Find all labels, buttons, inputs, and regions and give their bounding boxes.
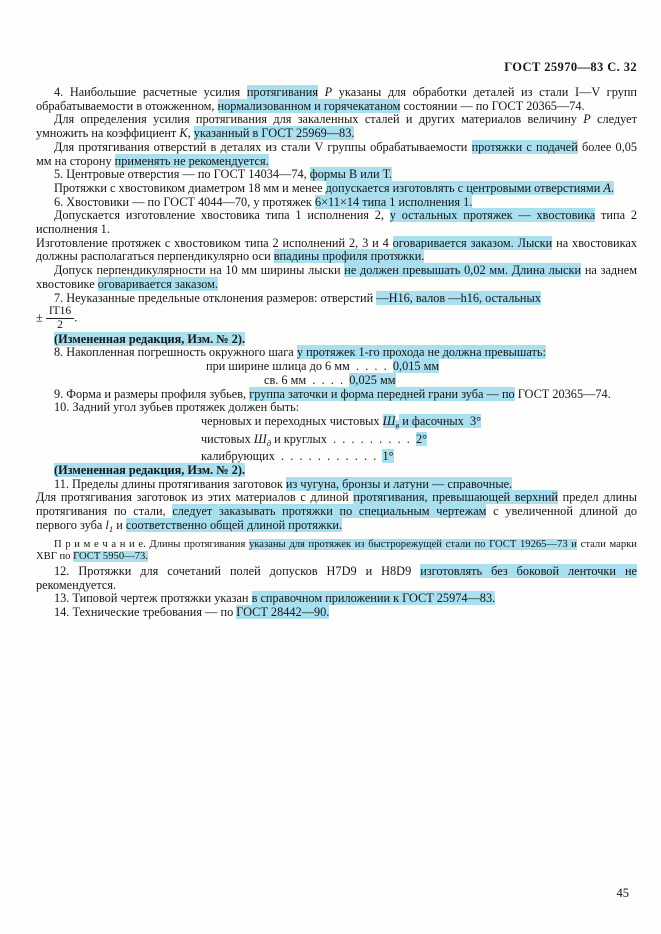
text-segment: с увеличенной длиной до первого зуба: [36, 504, 638, 532]
text-segment: Допуск перпендикулярности на 10 мм ширины лыски: [54, 263, 345, 278]
text-segment: ±: [36, 310, 46, 325]
paragraph: [36, 592, 637, 606]
text-segment: 7. Неуказанные предельные отклонения размеров: отверстий: [54, 290, 377, 305]
text-segment: указаны для обработки деталей из стали I—V групп обрабатываемости в отожженном,: [36, 85, 638, 113]
text-segment: 6. Хвостовики — по ГОСТ 4044—70, у протяжек: [54, 194, 315, 209]
highlighted-text: применять не рекомендуется.: [114, 153, 269, 168]
paragraph: [36, 333, 637, 347]
text-segment: l: [105, 517, 109, 532]
highlighted-text: протяжки с подачей: [471, 139, 578, 154]
paragraph: [36, 141, 637, 168]
highlighted-text: в: [395, 419, 400, 430]
highlighted-text: протягивания: [246, 85, 318, 99]
text-segment: предел длины протягивания по стали,: [36, 490, 638, 519]
document-content: [36, 86, 637, 620]
text-segment: 13. Типовой чертеж протяжки указан: [54, 591, 252, 606]
paragraph: [36, 196, 637, 210]
paragraph: [36, 464, 637, 478]
page-header: ГОСТ 25970—83 С. 32: [504, 60, 637, 74]
text-segment: [318, 85, 325, 99]
document-line: [36, 450, 637, 464]
paragraph: [36, 237, 637, 264]
highlighted-text: 0,015 мм: [392, 359, 440, 374]
text-segment: на хвостовиках должны располагаться перпендикулярно оси: [36, 235, 637, 264]
highlighted-text: у протяжек 1-го прохода не должна превышать:: [296, 345, 546, 360]
paragraph: [36, 292, 637, 306]
text-segment: П р и м е ч а н и е. Длины протягивания: [54, 538, 249, 550]
text-segment: рекомендуется.: [36, 577, 117, 592]
text-segment: д: [266, 437, 272, 448]
highlighted-text: у остальных протяжек — хвостовика: [389, 208, 596, 223]
highlighted-text: 6×11×14 типа 1 исполнения 1.: [314, 194, 473, 209]
text-segment: К: [179, 126, 188, 141]
text-segment: чистовых: [201, 431, 254, 446]
highlighted-text: оговаривается заказом. Лыски: [392, 235, 553, 250]
highlighted-text: Ш: [382, 413, 396, 428]
highlighted-text: соответственно общей длиной протяжки.: [125, 517, 343, 532]
highlighted-text: группа заточки и форма передней грани зуба — по: [249, 386, 515, 401]
text-segment: 8. Накопленная погрешность окружного шага: [54, 345, 297, 360]
text-segment: и круглых . . . . . . . . .: [271, 431, 417, 446]
highlighted-text: .: [610, 180, 614, 195]
paragraph: [36, 182, 637, 196]
text-segment: Протяжки с хвостовиком диаметром 18 мм и менее: [54, 180, 326, 195]
document-line: [36, 305, 637, 332]
text-segment: черновых и переходных чистовых: [201, 413, 383, 428]
highlighted-text: протягивания, превышающей верхний: [353, 490, 559, 505]
page-number: 45: [616, 886, 629, 900]
document-line: [36, 433, 637, 451]
text-segment: 9. Форма и размеры профиля зубьев,: [54, 386, 250, 401]
highlighted-text: ГОСТ 5950—73.: [73, 550, 148, 562]
highlighted-text: (Измененная редакция, Изм. № 2).: [54, 331, 246, 346]
document-line: [36, 374, 637, 388]
text-segment: при ширине шлица до 6 мм . . . .: [206, 359, 393, 374]
paragraph: [36, 264, 637, 291]
paragraph: [36, 388, 637, 402]
text-segment: ,: [187, 126, 194, 141]
highlighted-text: изготовлять без боковой ленточки не: [420, 563, 637, 578]
text-segment: более 0,05 мм на сторону: [36, 139, 638, 168]
highlighted-text: 0,025 мм: [349, 372, 396, 387]
highlighted-text: —H16, валов —h16, остальных: [376, 290, 541, 305]
highlighted-text: (Измененная редакция, Изм. № 2).: [54, 463, 246, 478]
text-segment: 5. Центровые отверстия — по ГОСТ 14034—74,: [54, 167, 310, 182]
text-segment: св. 6 мм . . . .: [264, 372, 350, 387]
paragraph: [36, 491, 637, 536]
document-line: [36, 415, 637, 433]
highlighted-text: 3°: [469, 413, 482, 428]
highlighted-text: не должен превышать 0,02 мм. Длина лыски: [344, 263, 582, 278]
text-segment: стали марки ХВГ по: [36, 538, 637, 562]
text-segment: Р: [583, 112, 591, 127]
paragraph: [36, 539, 637, 563]
text-segment: 4. Наибольшие расчетные усилия: [54, 85, 247, 99]
highlighted-text: А: [603, 180, 611, 195]
highlighted-text: в справочном приложении к ГОСТ 25974—83.: [251, 591, 496, 606]
highlighted-text: из чугуна, бронзы и латуни — справочные.: [285, 476, 513, 491]
fraction: $\frac{IT16}{2}$: [46, 305, 74, 332]
text-segment: Для протягивания отверстий в деталях из стали V группы обрабатываемости: [54, 139, 472, 154]
paragraph: [36, 86, 637, 113]
paragraph: [36, 401, 637, 415]
text-segment: Ш: [253, 431, 267, 446]
paragraph: [36, 606, 637, 620]
highlighted-text: формы В или Т.: [309, 167, 392, 182]
text-segment: калибрующих . . . . . . . . . . .: [201, 449, 383, 464]
highlighted-text: допускается изготовлять с центровыми отверстиями: [325, 180, 604, 195]
text-segment: и: [113, 517, 126, 532]
highlighted-text: 2°: [416, 431, 428, 446]
highlighted-text: впадины профиля протяжки.: [273, 249, 425, 264]
text-segment: Для определения усилия протягивания для закаленных сталей и других материалов величину: [54, 112, 584, 127]
paragraph: [36, 565, 637, 592]
paragraph: [36, 168, 637, 182]
highlighted-text: указаны для протяжек из быстрорежущей стали по ГОСТ 19265—73 и: [249, 538, 577, 550]
paragraph: [36, 113, 637, 140]
text-segment: 12. Протяжки для сочетаний полей допусков H7D9 и H8D9: [54, 563, 421, 578]
highlighted-text: 1°: [382, 449, 394, 464]
text-segment: Для протягивания заготовок из этих материалов с длиной: [36, 490, 354, 505]
text-segment: состоянии — по ГОСТ 20365—74.: [400, 98, 585, 113]
text-segment: типа 2 исполнения 1.: [36, 208, 637, 237]
paragraph: [36, 346, 637, 360]
text-segment: 1: [108, 523, 114, 534]
text-segment: на заднем хвостовике: [36, 263, 637, 291]
text-segment: Допускается изготовление хвостовика типа 1 исполнения 2,: [54, 208, 390, 223]
text-segment: .: [74, 310, 78, 325]
document-line: [36, 360, 637, 374]
highlighted-text: оговаривается заказом.: [97, 276, 218, 291]
paragraph: [36, 478, 637, 492]
paragraph: [36, 209, 637, 236]
highlighted-text: указанный в ГОСТ 25969—83.: [193, 126, 355, 141]
text-segment: ГОСТ 20365—74.: [514, 386, 611, 401]
text-segment: Изготовление протяжек с хвостовиком типа 2 исполнений 2, 3 и 4: [36, 235, 393, 250]
text-segment: Р: [324, 85, 333, 99]
highlighted-text: и фасочных: [399, 413, 470, 428]
text-segment: следует умножить на коэффициент: [36, 112, 637, 141]
highlighted-text: ГОСТ 28442—90.: [236, 605, 330, 620]
highlighted-text: нормализованном и горячекатаном: [217, 98, 401, 113]
text-segment: 10. Задний угол зубьев протяжек должен быть:: [54, 400, 300, 415]
text-segment: 14. Технические требования — по: [54, 605, 237, 620]
text-segment: 11. Пределы длины протягивания заготовок: [54, 476, 286, 491]
highlighted-text: следует заказывать протяжки по специальным чертежам: [172, 504, 487, 519]
